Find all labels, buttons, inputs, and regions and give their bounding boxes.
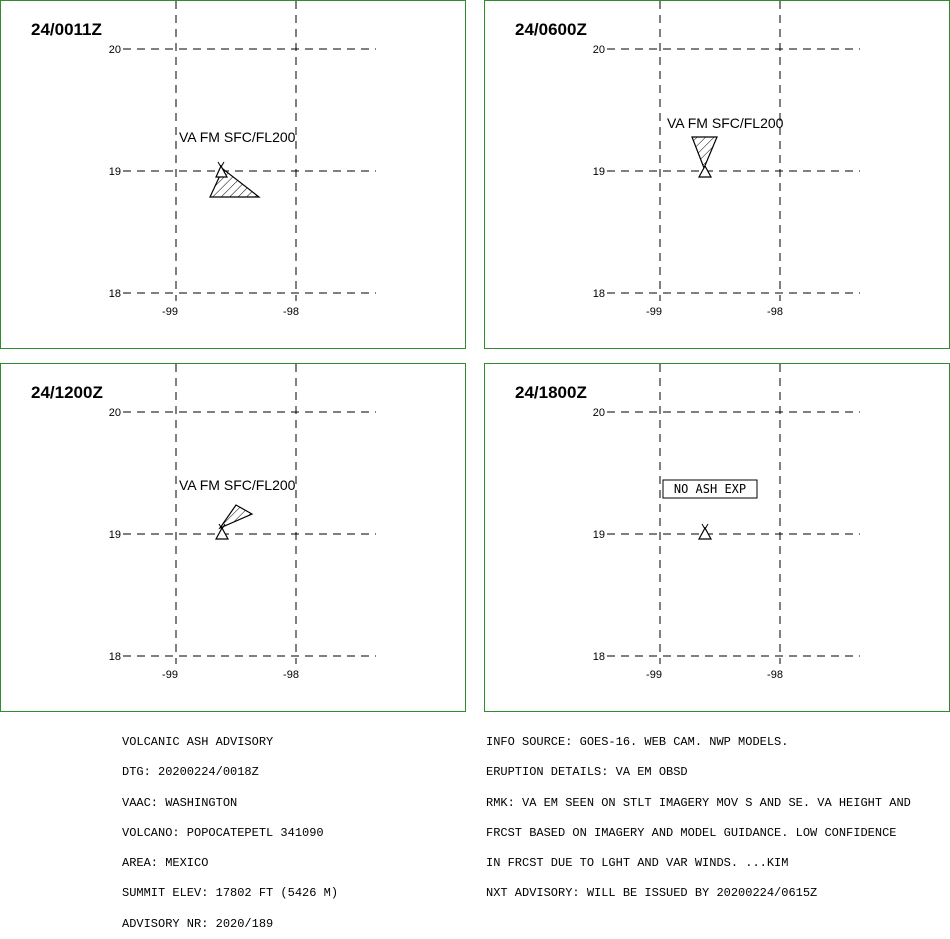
- panel-0011z: [0, 0, 466, 349]
- lat-tick-label: 18: [592, 651, 605, 663]
- ash-layer-label: VA FM SFC/FL200: [179, 129, 296, 145]
- panel-1800z: [484, 363, 950, 712]
- graticule: [607, 1, 860, 301]
- advisory-line: VOLCANO: POPOCATEPETL 341090: [122, 825, 324, 840]
- advisory-line: IN FRCST DUE TO LGHT AND VAR WINDS. ...KIM: [486, 856, 789, 871]
- lon-tick-label: -98: [767, 669, 783, 681]
- advisory-details-block: [486, 717, 911, 909]
- ash-layer-label: VA FM SFC/FL200: [667, 115, 784, 131]
- lat-tick-label: 20: [108, 44, 121, 56]
- advisory-line: VAAC: WASHINGTON: [122, 795, 238, 810]
- advisory-line: RMK: VA EM SEEN ON STLT IMAGERY MOV S AND SE. VA HEIGHT AND: [486, 795, 911, 810]
- map-1800z: [485, 364, 950, 713]
- lon-tick-label: -99: [162, 306, 178, 318]
- advisory-header-block: [122, 717, 338, 939]
- advisory-line: FRCST BASED ON IMAGERY AND MODEL GUIDANCE. LOW CONFIDENCE: [486, 825, 897, 840]
- map-0011z: [1, 1, 467, 350]
- lat-tick-label: 19: [592, 166, 605, 178]
- lon-tick-label: -98: [283, 669, 299, 681]
- advisory-line: VOLCANIC ASH ADVISORY: [122, 735, 274, 749]
- lon-tick-label: -99: [162, 669, 178, 681]
- advisory-line: NXT ADVISORY: WILL BE ISSUED BY 20200224/0615Z: [486, 886, 818, 901]
- lat-tick-label: 19: [592, 529, 605, 541]
- panel-0600z: [484, 0, 950, 349]
- panel-title: 24/1800Z: [515, 383, 587, 402]
- advisory-line: DTG: 20200224/0018Z: [122, 765, 259, 780]
- volcano-triangle-icon: [216, 162, 227, 177]
- ash-cloud-polygon: [692, 137, 717, 168]
- lon-tick-label: -99: [646, 669, 662, 681]
- panel-1200z: [0, 363, 466, 712]
- advisory-line: SUMMIT ELEV: 17802 FT (5426 M): [122, 886, 339, 901]
- map-0600z: [485, 1, 950, 350]
- lon-tick-label: -98: [767, 306, 783, 318]
- panel-title: 24/0011Z: [31, 20, 102, 39]
- advisory-line: INFO SOURCE: GOES-16. WEB CAM. NWP MODELS.: [486, 735, 789, 749]
- lat-tick-label: 18: [108, 288, 121, 300]
- lat-tick-label: 20: [592, 44, 605, 56]
- panel-title: 24/1200Z: [31, 383, 103, 402]
- advisory-line: AREA: MEXICO: [122, 856, 209, 871]
- lon-tick-label: -98: [283, 306, 299, 318]
- advisory-line: ERUPTION DETAILS: VA EM OBSD: [486, 765, 688, 780]
- lat-tick-label: 20: [108, 407, 121, 419]
- lat-tick-label: 18: [108, 651, 121, 663]
- advisory-line: ADVISORY NR: 2020/189: [122, 916, 274, 931]
- volcano-triangle-icon: [699, 524, 711, 539]
- lon-tick-label: -99: [646, 306, 662, 318]
- lat-tick-label: 20: [592, 407, 605, 419]
- graticule: [123, 1, 376, 301]
- lat-tick-label: 19: [108, 166, 121, 178]
- no-ash-label: NO ASH EXP: [673, 482, 747, 496]
- lat-tick-label: 18: [592, 288, 605, 300]
- map-1200z: [1, 364, 467, 713]
- graticule: [607, 364, 860, 664]
- lat-tick-label: 19: [108, 529, 121, 541]
- panel-title: 24/0600Z: [515, 20, 587, 39]
- ash-layer-label: VA FM SFC/FL200: [179, 477, 296, 493]
